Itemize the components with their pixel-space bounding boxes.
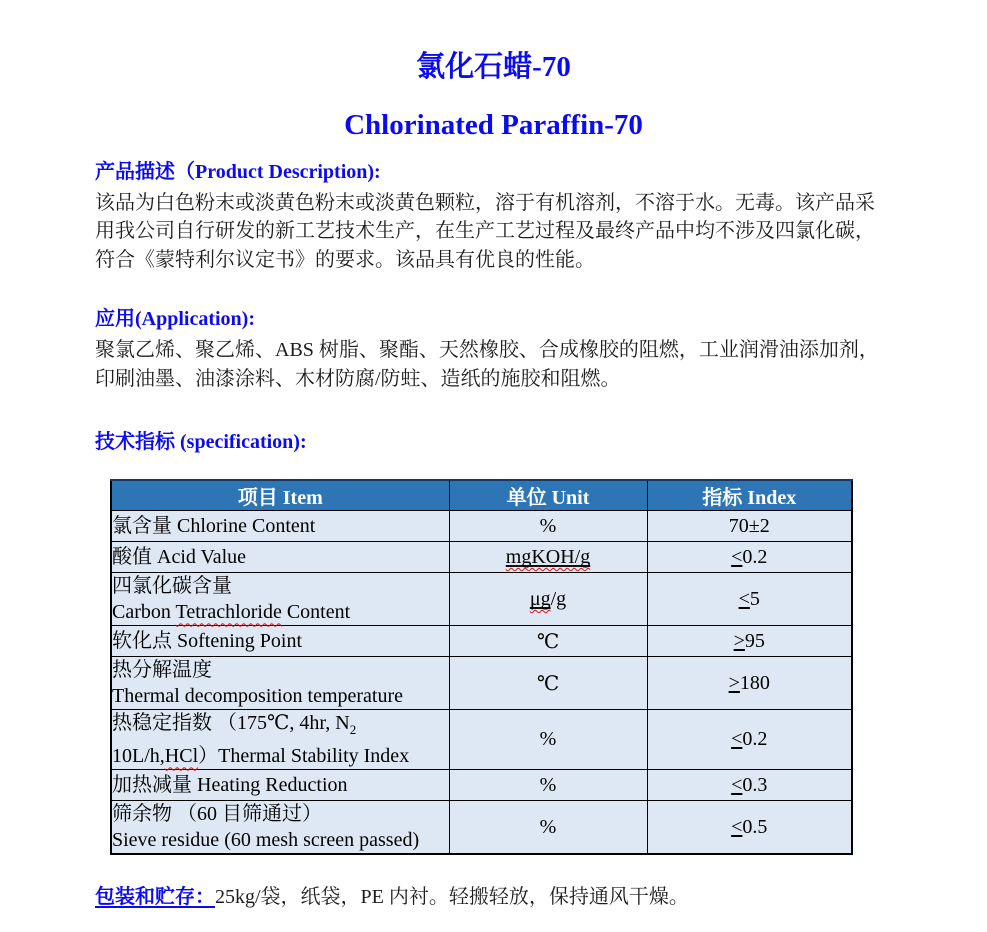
section-heading-description: 产品描述（Product Description): xyxy=(95,160,381,183)
spec-table-row xyxy=(111,542,852,573)
spec-table-column-header: 单位 Unit xyxy=(449,480,647,511)
packaging-label: 包装和贮存： xyxy=(95,886,215,909)
spec-index-cell: <0.2 xyxy=(647,542,852,573)
spec-table-row xyxy=(111,801,852,855)
description-paragraph xyxy=(95,189,895,275)
spec-item-cell: 筛余物 （60 目筛通过） Sieve residue (60 mesh screen passed) xyxy=(111,801,449,855)
spec-item-cell: 氯含量 Chlorine Content xyxy=(111,511,449,542)
page-title-zh: 氯化石蜡-70 xyxy=(416,51,571,83)
spec-table-row xyxy=(111,770,852,801)
spec-table-row xyxy=(111,573,852,626)
spec-table-header xyxy=(111,480,852,511)
spec-unit-cell: μg/g xyxy=(449,573,647,626)
spec-unit-cell: % xyxy=(449,710,647,770)
spec-table-row xyxy=(111,710,852,770)
paragraph-line: 印刷油墨、油漆涂料、木材防腐/防蛀、造纸的施胶和阻燃。 xyxy=(95,367,621,390)
paragraph-line: 聚氯乙烯、聚乙烯、ABS 树脂、聚酯、天然橡胶、合成橡胶的阻燃，工业润滑油添加剂， xyxy=(95,339,879,362)
paragraph-line: 符合《蒙特利尔议定书》的要求。该品具有优良的性能。 xyxy=(95,248,595,271)
spec-index-cell: <5 xyxy=(647,573,852,626)
spec-index-cell: >95 xyxy=(647,626,852,657)
spec-table-row xyxy=(111,626,852,657)
application-paragraph xyxy=(95,336,895,393)
spec-unit-cell: % xyxy=(449,511,647,542)
spec-index-cell: <0.2 xyxy=(647,710,852,770)
spec-unit-cell: ℃ xyxy=(449,657,647,710)
spec-index-cell: <0.5 xyxy=(647,801,852,855)
spec-unit-cell: ℃ xyxy=(449,626,647,657)
paragraph-line: 该品为白色粉末或淡黄色粉末或淡黄色颗粒，溶于有机溶剂，不溶于水。无毒。该产品采 xyxy=(95,191,875,214)
packaging-text: 25kg/袋，纸袋，PE 内衬。轻搬轻放，保持通风干燥。 xyxy=(215,886,689,909)
spec-index-cell: 70±2 xyxy=(647,511,852,542)
spec-index-cell: >180 xyxy=(647,657,852,710)
spec-item-cell: 酸值 Acid Value xyxy=(111,542,449,573)
spec-table-column-header: 指标 Index xyxy=(647,480,852,511)
spec-item-cell: 加热减量 Heating Reduction xyxy=(111,770,449,801)
spec-unit-cell: mgKOH/g xyxy=(449,542,647,573)
packaging-line xyxy=(95,884,895,910)
document-content xyxy=(95,160,895,911)
spec-item-cell: 热稳定指数 （175℃, 4hr, $N_2$ 10L/h,HCl）Thermal Stability Index xyxy=(111,710,449,770)
section-heading-application: 应用(Application): xyxy=(95,308,255,331)
spec-index-cell: <0.3 xyxy=(647,770,852,801)
paragraph-line: 用我公司自行研发的新工艺技术生产，在生产工艺过程及最终产品中均不涉及四氯化碳， xyxy=(95,220,875,243)
spec-item-cell: 四氯化碳含量 Carbon Tetrachloride Content xyxy=(111,573,449,626)
spec-table-row xyxy=(111,657,852,710)
spec-item-cell: 软化点 Softening Point xyxy=(111,626,449,657)
spec-unit-cell: % xyxy=(449,801,647,855)
spec-table xyxy=(110,479,853,855)
spec-table-column-header: 项目 Item xyxy=(111,480,449,511)
page-title-en: Chlorinated Paraffin-70 xyxy=(344,108,643,141)
spec-unit-cell: % xyxy=(449,770,647,801)
spec-table-row xyxy=(111,511,852,542)
spec-item-cell: 热分解温度 Thermal decomposition temperature xyxy=(111,657,449,710)
section-heading-specification: 技术指标 (specification): xyxy=(95,431,307,454)
